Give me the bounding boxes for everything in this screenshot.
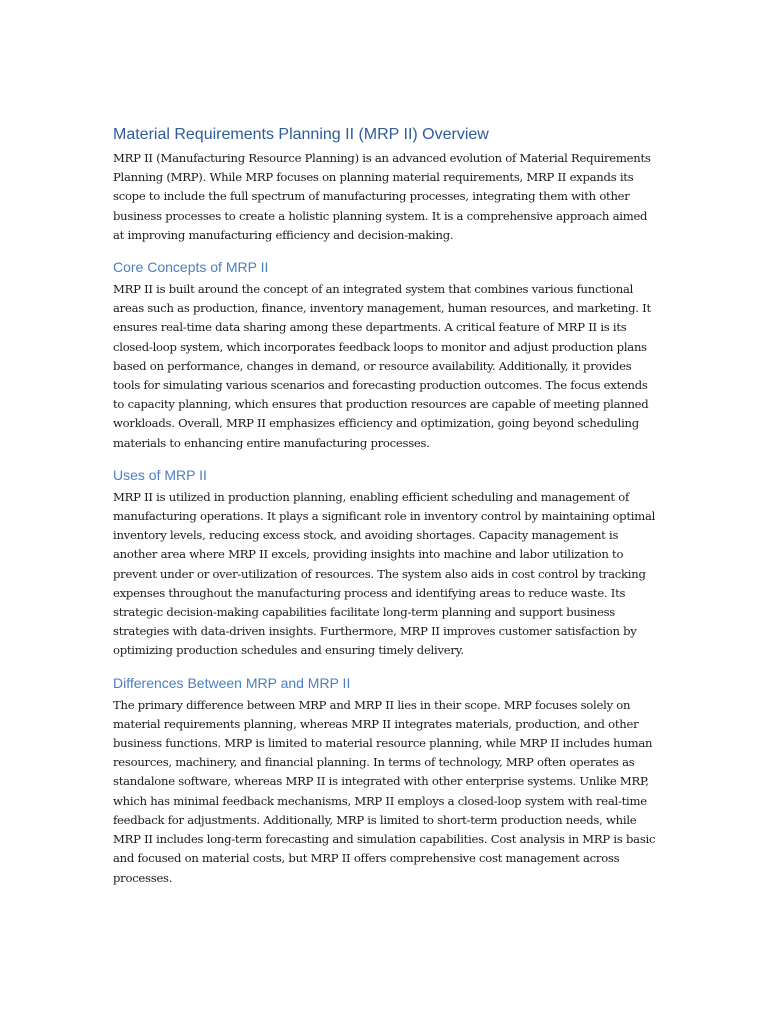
document-page <box>113 124 661 888</box>
section-heading-core-concepts: Core Concepts of MRP II <box>113 259 269 276</box>
section-body-uses: MRP II is utilized in production planning, enabling efficient scheduling and management of manufacturing operations. It plays a significant role in inventory control by maintaining optimal inventory levels, reducing excess stock, and avoiding shortages. Capacity management is another area where MRP II excels, providing insights into machine and labor utilization to prevent under or over-utilization of resources. The system also aids in cost control by tracking expenses throughout the manufacturing process and identifying areas to reduce waste. Its strategic decision-making capabilities facilitate long-term planning and support business strategies with data-driven insights. Furthermore, MRP II improves customer satisfaction by optimizing production schedules and ensuring timely delivery. <box>113 489 656 658</box>
section-body-core-concepts: MRP II is built around the concept of an integrated system that combines various functional areas such as production, finance, inventory management, human resources, and marketing. It ensures real-time data sharing among these departments. A critical feature of MRP II is its closed-loop system, which incorporates feedback loops to monitor and adjust production plans based on performance, changes in demand, or resource availability. Additionally, it provides tools for simulating various scenarios and forecasting production outcomes. The focus extends to capacity planning, which ensures that production resources are capable of meeting planned workloads. Overall, MRP II emphasizes efficiency and optimization, going beyond scheduling materials to enhancing entire manufacturing processes. <box>113 282 651 450</box>
intro-paragraph: MRP II (Manufacturing Resource Planning) is an advanced evolution of Material Requirements Planning (MRP). While MRP focuses on planning material requirements, MRP II expands its scope to include the full spectrum of manufacturing processes, integrating them with other business processes to create a holistic planning system. It is a comprehensive approach aimed at improving manufacturing efficiency and decision-making. <box>113 151 651 242</box>
document-title: Material Requirements Planning II (MRP II) Overview <box>113 126 489 143</box>
section-heading-uses: Uses of MRP II <box>113 466 207 483</box>
section-heading-differences: Differences Between MRP and MRP II <box>113 674 351 691</box>
section-body-differences: The primary difference between MRP and MRP II lies in their scope. MRP focuses solely on material requirements planning, whereas MRP II integrates materials, production, and other business functions. MRP is limited to material resource planning, while MRP II includes human resources, machinery, and financial planning. In terms of technology, MRP often operates as standalone software, whereas MRP II is integrated with other enterprise systems. Unlike MRP, which has minimal feedback mechanisms, MRP II employs a closed-loop system with real-time feedback for adjustments. Additionally, MRP is limited to short-term production needs, while MRP II includes long-term forecasting and simulation capabilities. Cost analysis in MRP is basic and focused on material costs, but MRP II offers comprehensive cost management across processes. <box>113 697 656 885</box>
